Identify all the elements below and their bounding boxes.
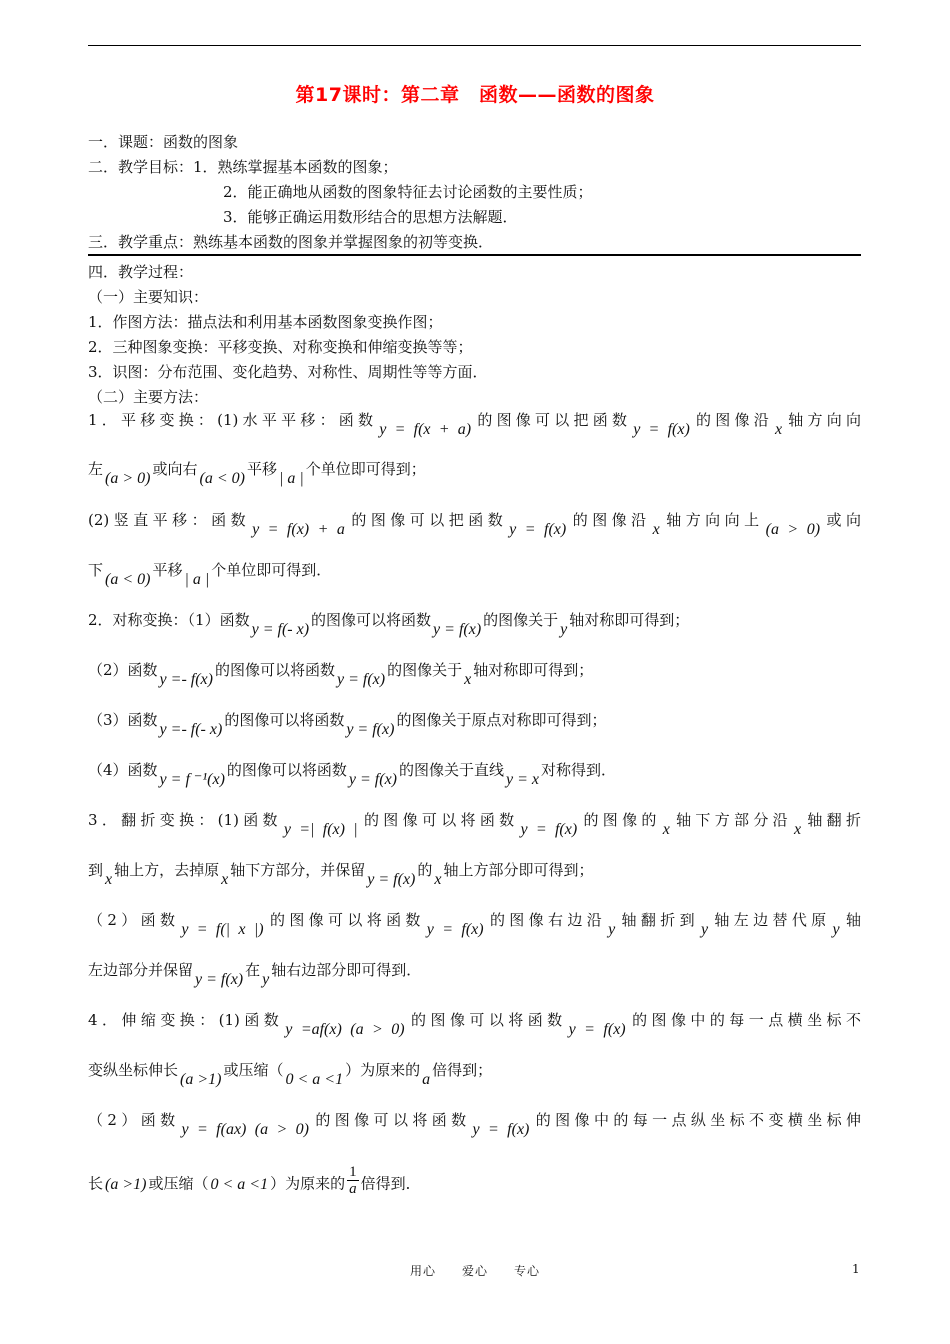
knowledge-heading: （一）主要知识： — [88, 288, 209, 306]
process-heading: 四．教学过程： — [88, 263, 194, 281]
key-point-line: 三．教学重点：熟练基本函数的图象并掌握图象的初等变换． — [88, 233, 494, 251]
stretch-item-1-line2: 变纵坐标伸长(a >1)或压缩（0 < a <1）为原来的a倍得到； — [88, 1061, 493, 1088]
objective-1: 二．教学目标：1．熟练掌握基本函数的图象； — [88, 158, 398, 176]
folding-item-2-line1: （2）函数y = f(| x |)的图像可以将函数y = f(x)的图像右边沿y轴翻折到y轴左边替代原y轴 — [88, 911, 861, 938]
symmetry-item-3: （3）函数y =- f(- x)的图像可以将函数y = f(x)的图像关于原点对称即可得到； — [88, 711, 607, 738]
page-title: 第17课时：第二章 函数——函数的图象 — [295, 84, 655, 106]
symmetry-item-1: 2．对称变换：（1）函数y = f(- x)的图像可以将函数y = f(x)的图像关于y轴对称即可得到； — [88, 611, 690, 638]
stretch-item-2-line2: 长 (a >1) 或压缩（ 0 < a <1 ）为原来的 $\frac{1}{a}$ 倍得到． — [88, 1164, 421, 1197]
methods-heading: （二）主要方法： — [88, 388, 209, 406]
stretch-item-2-line1: （2）函数y = f(ax) (a > 0)的图像可以将函数y = f(x)的图像中的每一点纵坐标不变横坐标伸 — [88, 1111, 861, 1138]
translation-vertical-line1: (2)竖直平移：函数y = f(x) + a的图像可以把函数y = f(x)的图像沿x轴方向向上(a > 0)或向 — [88, 511, 861, 538]
folding-item-1-line2: 到x轴上方，去掉原x轴下方部分，并保留y = f(x)的x轴上方部分即可得到； — [88, 861, 594, 888]
knowledge-item-3: 3．识图：分布范围、变化趋势、对称性、周期性等等方面． — [88, 363, 488, 381]
knowledge-item-2: 2．三种图象变换：平移变换、对称变换和伸缩变换等等； — [88, 338, 473, 356]
translation-horizontal-line1: 1．平移变换：(1)水平平移：函数y = f(x + a)的图像可以把函数y = f(x)的图像沿x轴方向向 — [88, 411, 861, 438]
one-over-a-fraction: $\frac{1}{a}$ — [349, 1164, 357, 1197]
stretch-item-1-line1: 4．伸缩变换：(1)函数y =af(x) (a > 0)的图像可以将函数y = f(x)的图像中的每一点横坐标不 — [88, 1011, 861, 1038]
objective-2: 2．能正确地从函数的图象特征去讨论函数的主要性质； — [223, 183, 593, 201]
top-rule — [88, 45, 861, 46]
translation-vertical-line2: 下(a < 0)平移| a |个单位即可得到． — [88, 561, 332, 588]
translation-horizontal-line2: 左(a > 0)或向右(a < 0)平移| a |个单位即可得到； — [88, 460, 426, 487]
section-rule — [88, 254, 861, 256]
folding-item-1-line1: 3．翻折变换：(1)函数y =| f(x) |的图像可以将函数y = f(x)的图像的x轴下方部分沿x轴翻折 — [88, 811, 861, 838]
page-number: 1 — [852, 1262, 860, 1276]
symmetry-item-4: （4）函数y = f ⁻¹(x)的图像可以将函数y = f(x)的图像关于直线y = x对称得到． — [88, 761, 617, 788]
topic-line: 一．课题：函数的图象 — [88, 133, 239, 151]
page-footer: 用心 爱心 专心 — [409, 1264, 540, 1278]
knowledge-item-1: 1．作图方法：描点法和利用基本函数图象变换作图； — [88, 313, 443, 331]
objective-3: 3．能够正确运用数形结合的思想方法解题． — [223, 208, 518, 226]
folding-item-2-line2: 左边部分并保留y = f(x)在y轴右边部分即可得到． — [88, 961, 422, 988]
symmetry-item-2: （2）函数y =- f(x)的图像可以将函数y = f(x)的图像关于x轴对称即可得到； — [88, 661, 594, 688]
